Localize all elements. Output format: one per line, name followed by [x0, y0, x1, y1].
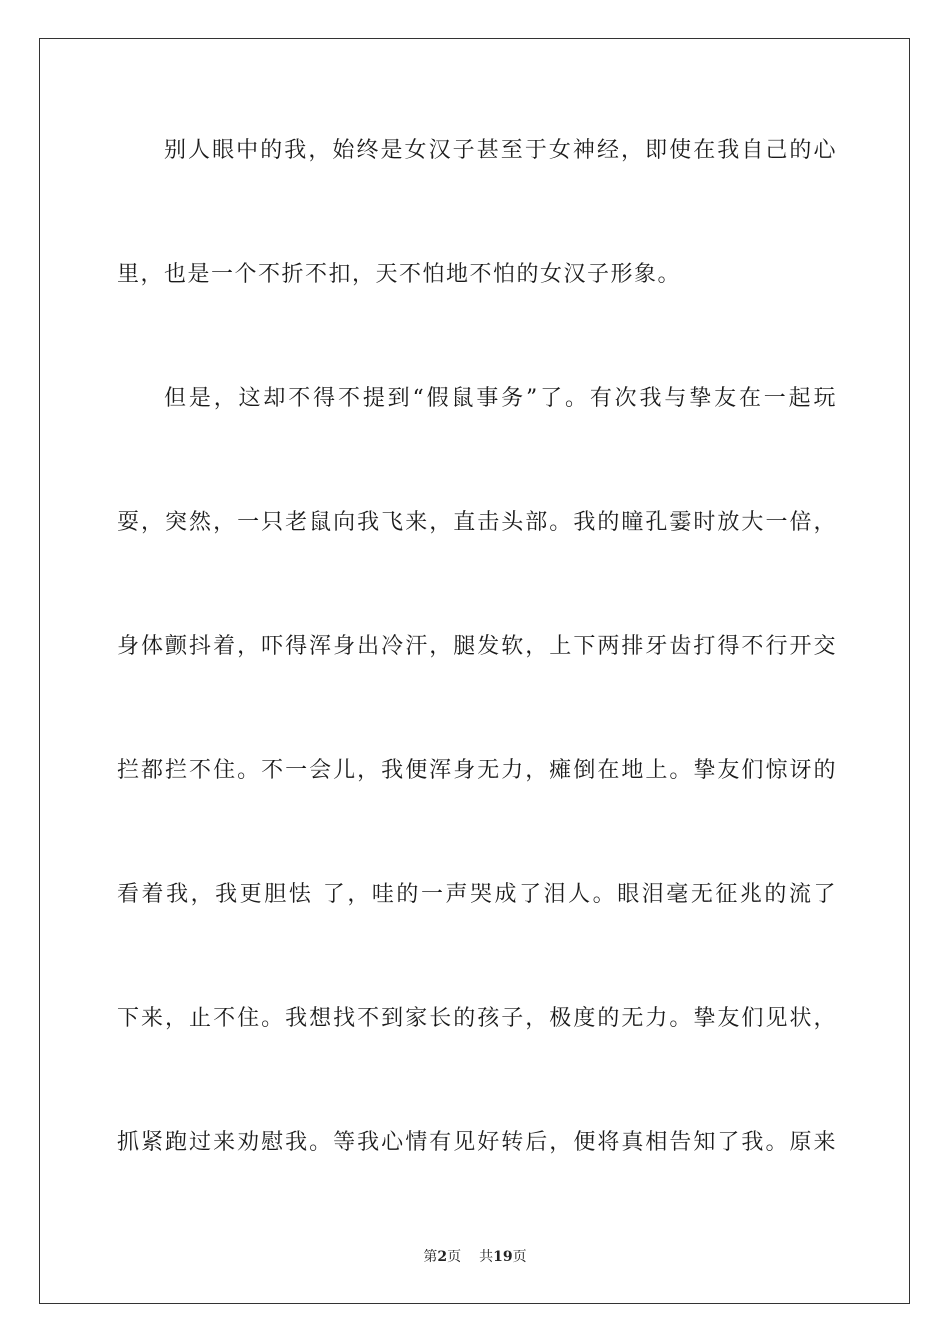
page-suffix: 页 — [447, 1249, 462, 1265]
page-prefix: 第 — [423, 1249, 438, 1265]
paragraph-2-line-7: 抓紧跑过来劝慰我。等我心情有见好转后，便将真相告知了我。原来 — [117, 1130, 837, 1155]
paragraph-2-line-4: 拦都拦不住。不一会儿，我便浑身无力，瘫倒在地上。挚友们惊讶的 — [117, 758, 837, 783]
total-prefix: 共 — [479, 1249, 494, 1265]
paragraph-2-line-2: 耍，突然，一只老鼠向我飞来，直击头部。我的瞳孔霎时放大一倍， — [117, 510, 837, 535]
paragraph-2-line-3: 身体颤抖着，吓得浑身出冷汗，腿发软，上下两排牙齿打得不行开交 — [117, 634, 837, 659]
total-pages: 19 — [493, 1249, 513, 1265]
page-border — [39, 38, 910, 1304]
page-number: 2 — [437, 1249, 448, 1265]
paragraph-2-line-5: 看着我，我更胆怯 了，哇的一声哭成了泪人。眼泪毫无征兆的流了 — [117, 882, 837, 907]
total-suffix: 页 — [512, 1249, 527, 1265]
paragraph-1-line-2: 里，也是一个不折不扣，天不怕地不怕的女汉子形象。 — [117, 262, 682, 287]
paragraph-2-line-6: 下来，止不住。我想找不到家长的孩子，极度的无力。挚友们见状， — [117, 1006, 837, 1031]
paragraph-1-line-1: 别人眼中的我，始终是女汉子甚至于女神经，即使在我自己的心 — [164, 138, 837, 163]
paragraph-2-line-1: 但是，这却不得不提到“假鼠事务”了。有次我与挚友在一起玩 — [164, 386, 837, 411]
page-footer — [0, 1248, 950, 1266]
